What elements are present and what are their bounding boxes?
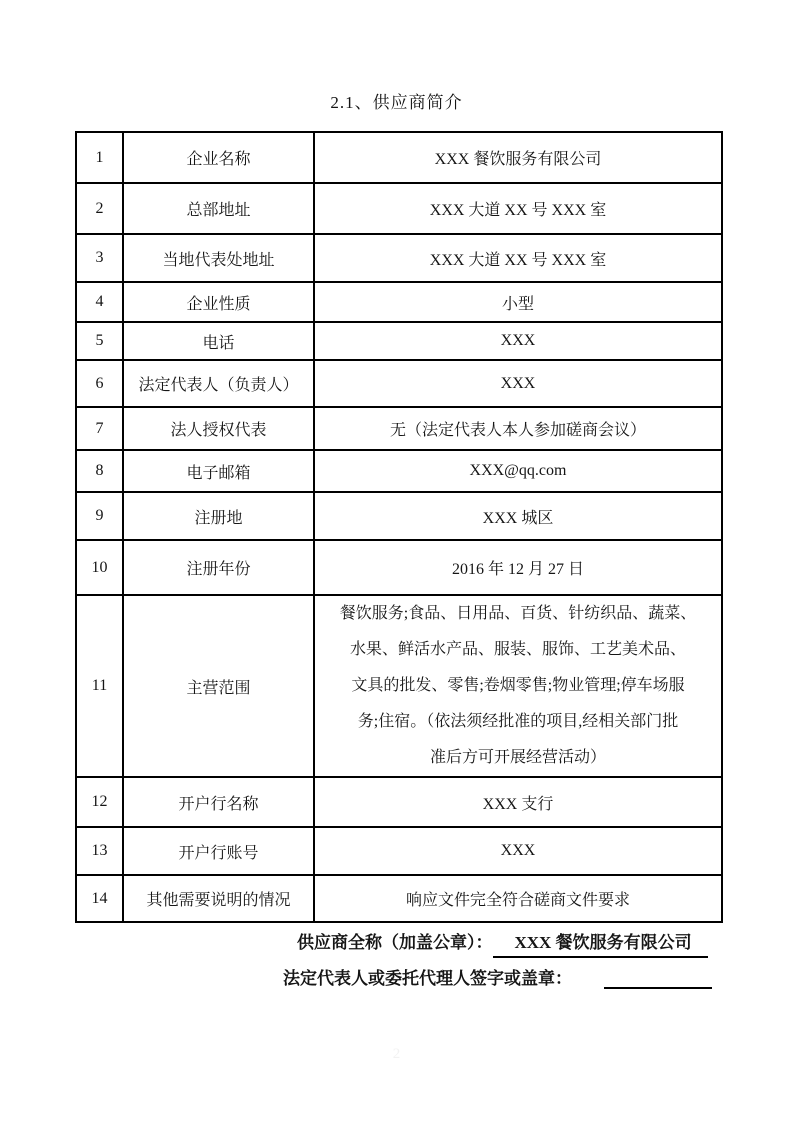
row-number-cell: 6 <box>76 360 123 407</box>
signature-line-row <box>283 964 712 989</box>
table-row <box>76 777 722 827</box>
row-label-cell: 法人授权代表 <box>123 407 314 450</box>
table-row <box>76 183 722 234</box>
supplier-info-table <box>75 131 723 923</box>
row-value-cell: XXX <box>314 322 722 360</box>
row-label-cell: 注册地 <box>123 492 314 540</box>
supplier-fullname-value: XXX 餐饮服务有限公司 <box>493 928 708 958</box>
row-label-cell: 法定代表人（负责人） <box>123 360 314 407</box>
table-row <box>76 827 722 875</box>
page-number: 2 <box>392 1046 401 1062</box>
row-label-cell: 其他需要说明的情况 <box>123 875 314 922</box>
row-label-cell: 电话 <box>123 322 314 360</box>
table-row <box>76 540 722 595</box>
row-label-cell: 企业性质 <box>123 282 314 322</box>
table-row <box>76 282 722 322</box>
supplier-fullname-line <box>297 928 708 958</box>
row-label-cell: 电子邮箱 <box>123 450 314 492</box>
table-row <box>76 234 722 282</box>
row-label-cell: 开户行账号 <box>123 827 314 875</box>
table-row <box>76 132 722 183</box>
row-value-cell: XXX 大道 XX 号 XXX 室 <box>314 183 722 234</box>
supplier-table-body <box>76 132 722 922</box>
row-label-cell: 开户行名称 <box>123 777 314 827</box>
row-label-cell: 主营范围 <box>123 595 314 777</box>
table-row <box>76 360 722 407</box>
row-value-cell: 响应文件完全符合磋商文件要求 <box>314 875 722 922</box>
row-value-cell: XXX 餐饮服务有限公司 <box>314 132 722 183</box>
row-value-cell: 无（法定代表人本人参加磋商会议） <box>314 407 722 450</box>
row-number-cell: 14 <box>76 875 123 922</box>
row-value-cell: XXX 支行 <box>314 777 722 827</box>
row-value-cell: XXX@qq.com <box>314 450 722 492</box>
row-value-cell: XXX 城区 <box>314 492 722 540</box>
table-row <box>76 875 722 922</box>
table-row <box>76 322 722 360</box>
table-row <box>76 595 722 777</box>
row-value-cell: XXX <box>314 360 722 407</box>
row-number-cell: 9 <box>76 492 123 540</box>
signature-blank-line <box>604 967 712 989</box>
table-row <box>76 492 722 540</box>
row-number-cell: 8 <box>76 450 123 492</box>
page-title: 2.1、供应商简介 <box>330 93 463 112</box>
row-value-cell: XXX 大道 XX 号 XXX 室 <box>314 234 722 282</box>
row-label-cell: 企业名称 <box>123 132 314 183</box>
row-value-cell: 2016 年 12 月 27 日 <box>314 540 722 595</box>
row-label-cell: 当地代表处地址 <box>123 234 314 282</box>
row-number-cell: 3 <box>76 234 123 282</box>
row-number-cell: 13 <box>76 827 123 875</box>
row-number-cell: 2 <box>76 183 123 234</box>
signature-label: 法定代表人或委托代理人签字或盖章： <box>283 969 572 988</box>
row-number-cell: 10 <box>76 540 123 595</box>
row-number-cell: 7 <box>76 407 123 450</box>
row-number-cell: 4 <box>76 282 123 322</box>
row-value-cell: 小型 <box>314 282 722 322</box>
table-row <box>76 407 722 450</box>
table-row <box>76 450 722 492</box>
row-number-cell: 12 <box>76 777 123 827</box>
row-number-cell: 1 <box>76 132 123 183</box>
row-number-cell: 11 <box>76 595 123 777</box>
row-value-cell: XXX <box>314 827 722 875</box>
row-value-cell: 餐饮服务;食品、日用品、百货、针纺织品、蔬菜、 水果、鲜活水产品、服装、服饰、工艺美术品、 文具的批发、零售;卷烟零售;物业管理;停车场服 务;住宿。（依法须经批准的项目,经相关部门批 准后方可开展经营活动） <box>314 595 722 777</box>
row-label-cell: 总部地址 <box>123 183 314 234</box>
row-label-cell: 注册年份 <box>123 540 314 595</box>
row-number-cell: 5 <box>76 322 123 360</box>
supplier-fullname-label: 供应商全称（加盖公章）： <box>297 933 493 952</box>
